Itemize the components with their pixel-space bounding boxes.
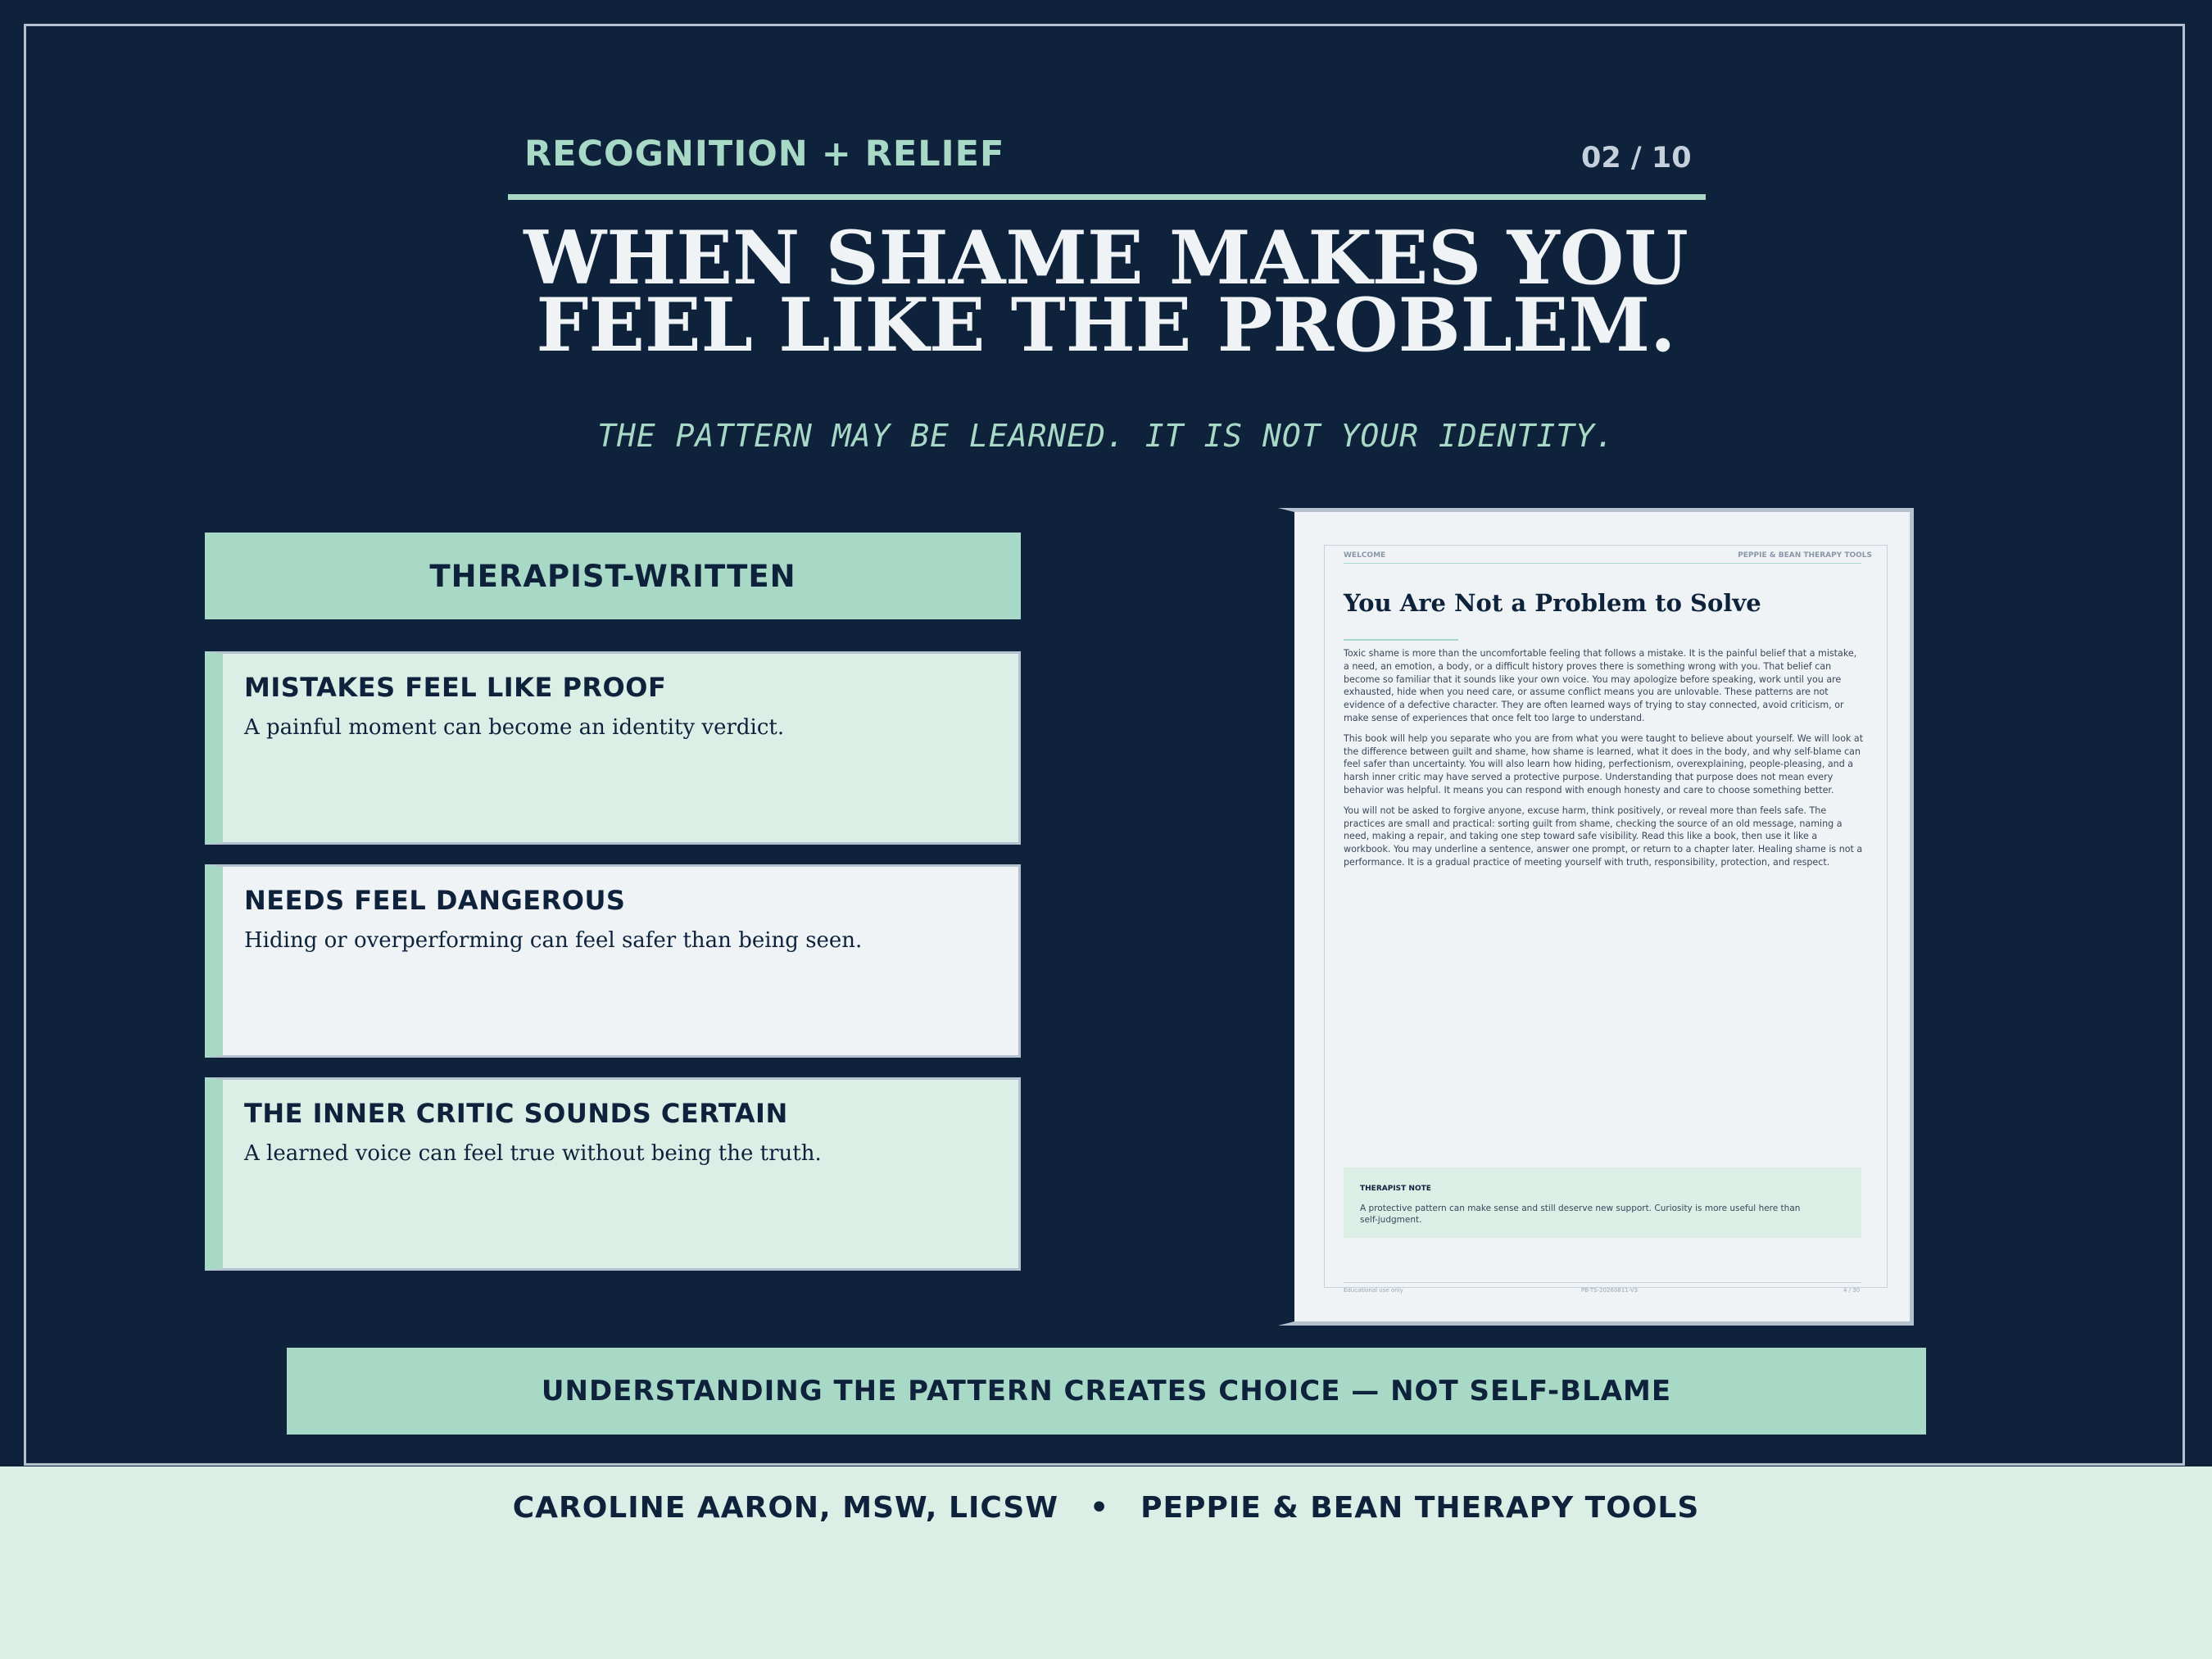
document-footer-left: Educational use only: [1344, 1287, 1403, 1294]
therapist-note-title: THERAPIST NOTE: [1360, 1185, 1431, 1193]
pattern-card: [205, 651, 1021, 845]
footer-credit: [0, 1491, 2212, 1525]
card-body: A painful moment can become an identity verdict.: [244, 715, 785, 740]
document-footer-right: 4 / 30: [1843, 1287, 1861, 1294]
separator-dot: •: [1090, 1491, 1110, 1525]
title-line-2: FEEL LIKE THE PROBLEM.: [536, 282, 1676, 369]
card-title: NEEDS FEEL DANGEROUS: [244, 885, 626, 916]
therapist-note-text: A protective pattern can make sense and still deserve new support. Curiosity is more useful here than self-judgment.: [1360, 1203, 1801, 1225]
document-footer-center: PB-TS-20260811-V3: [1581, 1287, 1639, 1294]
footer: [0, 1466, 2212, 1659]
document-title-rule: [1344, 639, 1458, 641]
header-rule: [508, 194, 1706, 200]
card-body: Hiding or overperforming can feel safer than being seen.: [244, 928, 863, 953]
document-body: [1344, 647, 1864, 877]
document-title: You Are Not a Problem to Solve: [1344, 589, 1761, 617]
document-header-rule: [1344, 563, 1861, 564]
brand-credit: PEPPIE & BEAN THERAPY TOOLS: [1140, 1491, 1700, 1525]
pattern-card: [205, 864, 1021, 1058]
document-section-label: WELCOME: [1344, 551, 1386, 560]
key-message-banner: UNDERSTANDING THE PATTERN CREATES CHOICE — NOT SELF-BLAME: [287, 1348, 1926, 1435]
document-footer-rule: [1344, 1282, 1861, 1283]
document-paragraph: Toxic shame is more than the uncomfortable feeling that follows a mistake. It is the painful belief that a mistake, a need, an emotion, a body, or a difficult history proves there is something wrong with you. That belief can become so familiar that it sounds like your own voice. You may apologize before speaking, work until you are exhausted, hide when you need care, or assume conflict means you are unlovable. These patterns are not evidence of a defective character. They are often learned ways of trying to stay connected, avoid criticism, or make sense of experiences that once felt too large to understand.: [1344, 648, 1857, 723]
document-paragraph: This book will help you separate who you are from what you were taught to believe about yourself. We will look at the difference between guilt and shame, how shame is learned, what it does in the body, and why self-blame can feel safer than uncertainty. You will also learn how hiding, perfectionism, overexplaining, people-pleasing, and a harsh inner critic may have served a protective purpose. Understanding that purpose does not mean every behavior was helpful. It means you can respond with enough honesty and care to choose something better.: [1344, 732, 1864, 796]
therapist-written-tag: THERAPIST-WRITTEN: [205, 533, 1021, 619]
document-paragraph: You will not be asked to forgive anyone, excuse harm, think positively, or reveal more than feels safe. The practices are small and practical: sorting guilt from shame, checking the source of an old message, naming a need, making a repair, and taking one step toward safe visibility. Read this like a book, then use it like a workbook. You may underline a sentence, answer one prompt, or return to a chapter later. Healing shame is not a performance. It is a gradual practice of meeting yourself with truth, responsibility, protection, and respect.: [1344, 805, 1863, 868]
document-preview: [1278, 508, 1914, 1326]
card-title: THE INNER CRITIC SOUNDS CERTAIN: [244, 1098, 788, 1129]
subtitle: THE PATTERN MAY BE LEARNED. IT IS NOT YOUR IDENTITY.: [597, 418, 1615, 454]
page-title: [0, 215, 2212, 369]
card-body: A learned voice can feel true without being the truth.: [244, 1141, 822, 1166]
title-line-1: WHEN SHAME MAKES YOU: [524, 215, 1688, 301]
document-brand-label: PEPPIE & BEAN THERAPY TOOLS: [1738, 551, 1872, 560]
author-credit: CAROLINE AARON, MSW, LICSW: [512, 1491, 1059, 1525]
therapist-note: [1344, 1167, 1861, 1238]
section-kicker: RECOGNITION + RELIEF: [524, 134, 1005, 175]
card-title: MISTAKES FEEL LIKE PROOF: [244, 672, 667, 703]
pattern-card: [205, 1077, 1021, 1271]
page-indicator: 02 / 10: [1581, 142, 1692, 175]
